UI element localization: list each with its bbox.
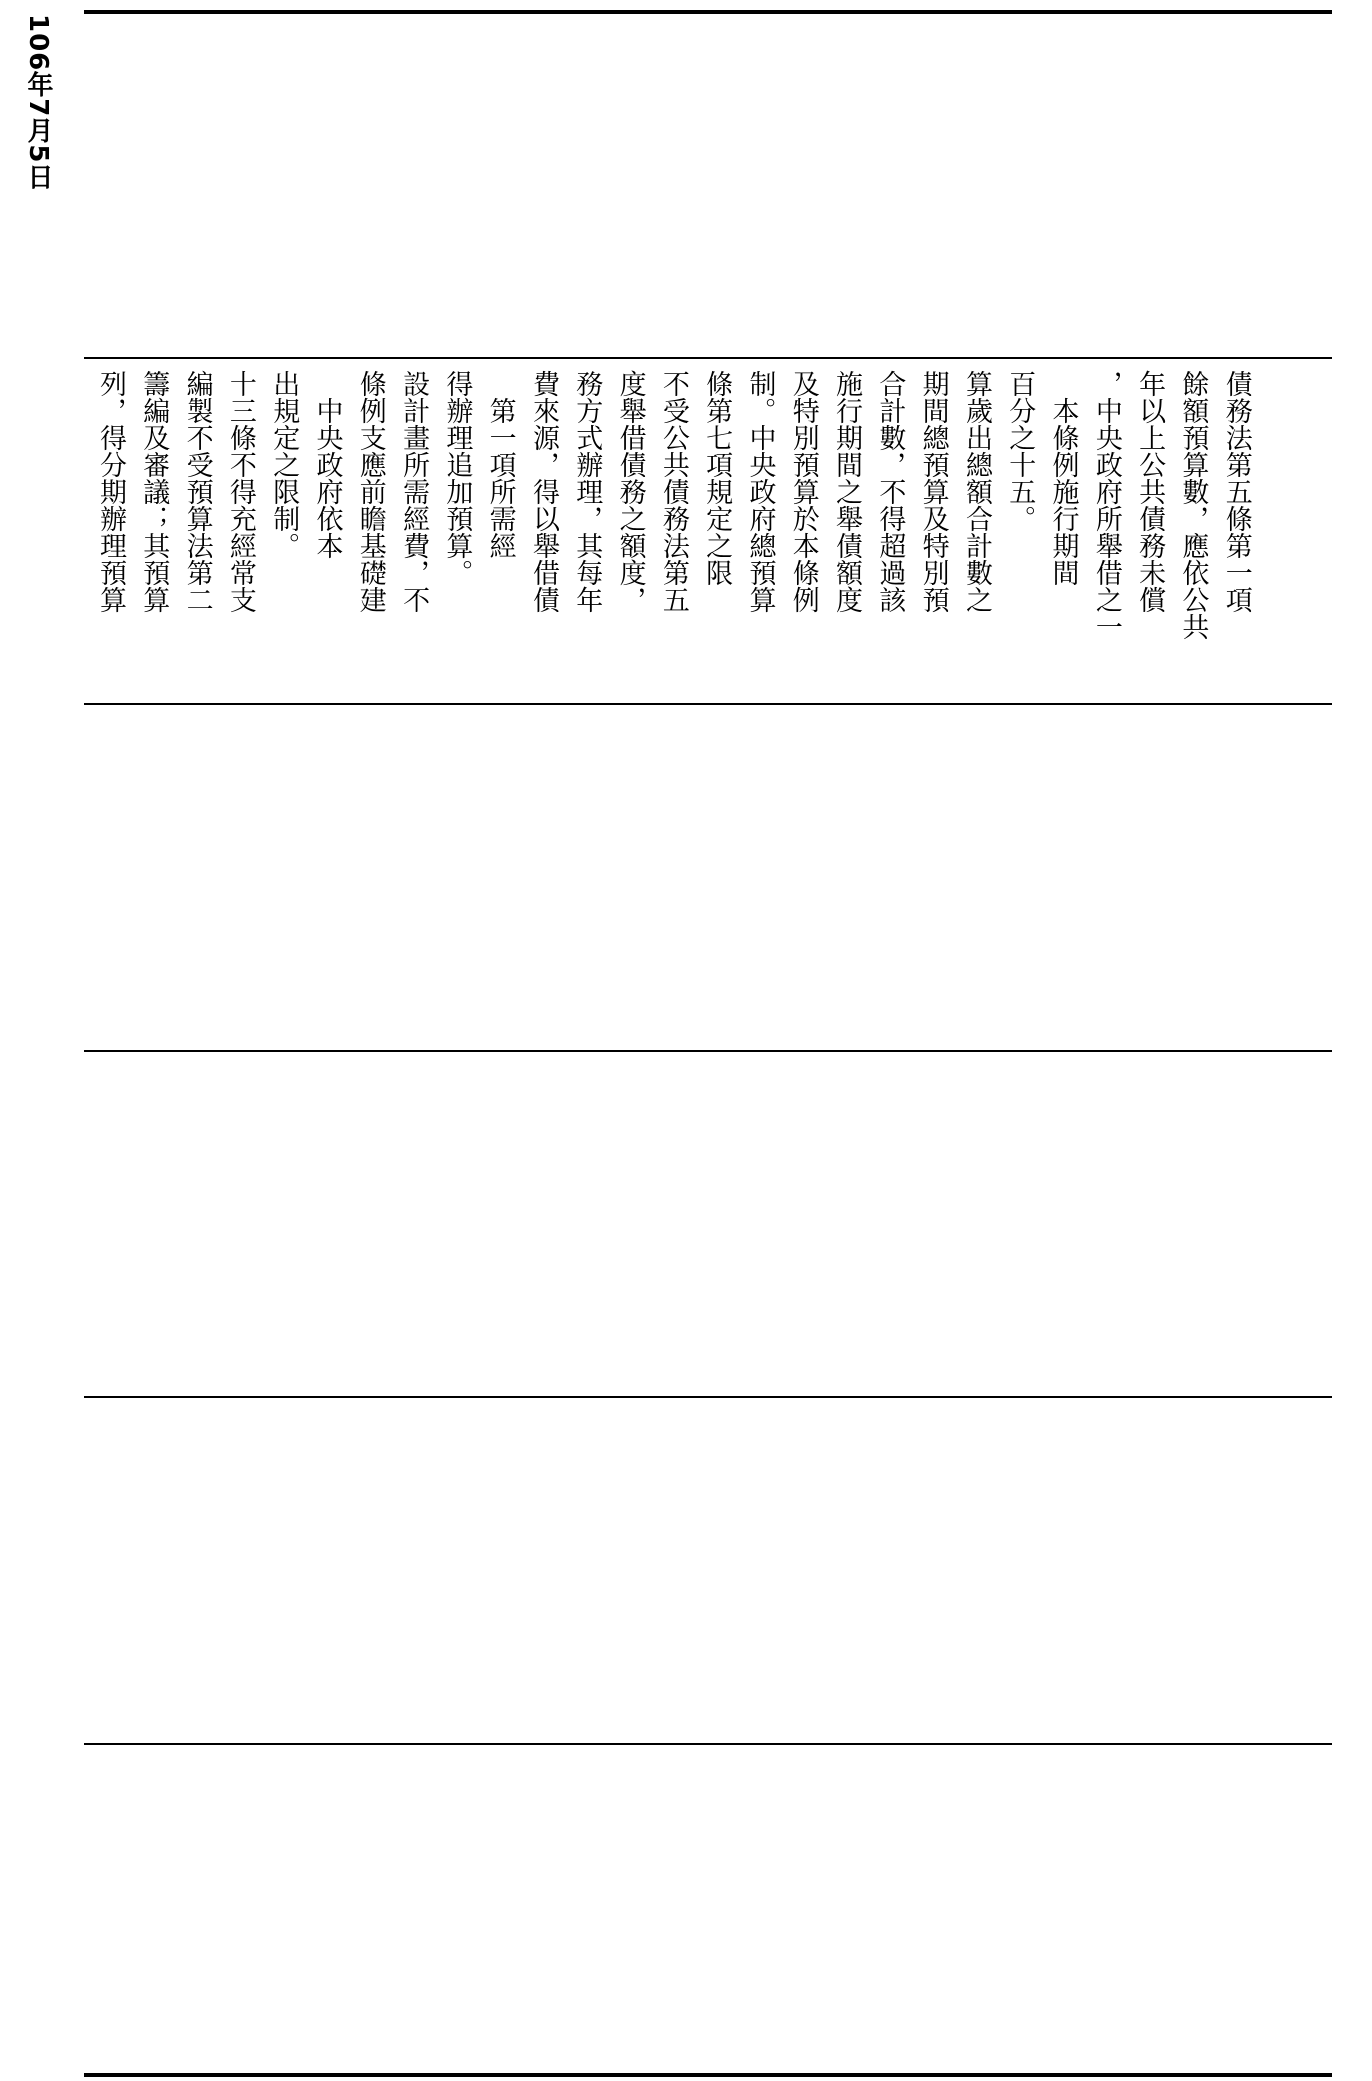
text-column: 及特別預算於本條例 [787,370,819,613]
text-column: 設計畫所需經費，不 [398,370,430,613]
statute-text-block [90,370,1328,692]
text-column: 條第七項規定之限 [701,370,733,586]
text-column: 本條例施行期間 [1047,370,1079,586]
text-column: 年以上公共債務未償 [1134,370,1166,613]
row-divider-3 [84,1050,1332,1052]
text-column: 編製不受預算法第二 [181,370,213,613]
text-column: 餘額預算數，應依公共 [1177,370,1209,640]
row-divider-1 [84,357,1332,359]
table-bottom-border [84,2073,1332,2077]
row-divider-5 [84,1743,1332,1745]
text-column: 籌編及審議；其預算 [138,370,170,613]
row-divider-2 [84,703,1332,705]
text-column: 施行期間之舉債額度 [831,370,863,613]
text-column: 第一項所需經 [484,370,516,559]
text-column: ，中央政府所舉借之一 [1090,370,1122,640]
text-column: 制。中央政府總預算 [744,370,776,613]
text-column: 合計數，不得超過該 [874,370,906,613]
text-column: 不受公共債務法第五 [657,370,689,613]
text-column: 期間總預算及特別預 [917,370,949,613]
text-column: 費來源，得以舉借債 [527,370,559,613]
text-column: 算歲出總額合計數之 [960,370,992,613]
text-column: 中央政府依本 [311,370,343,559]
text-column: 列，得分期辦理預算 [95,370,126,613]
text-column: 務方式辦理，其每年 [571,370,603,613]
text-column: 得辦理追加預算。 [441,370,473,586]
row-divider-4 [84,1396,1332,1398]
text-column: 出規定之限制。 [268,370,300,559]
page-date-label: 106年7月5日 [23,14,53,191]
table-top-border [84,10,1332,14]
text-column: 債務法第五條第一項 [1220,370,1252,613]
text-column: 百分之十五。 [1004,370,1036,532]
text-column: 十三條不得充經常支 [224,370,256,613]
text-column: 度舉借債務之額度， [614,370,646,613]
text-column: 條例支應前瞻基礎建 [354,370,386,613]
